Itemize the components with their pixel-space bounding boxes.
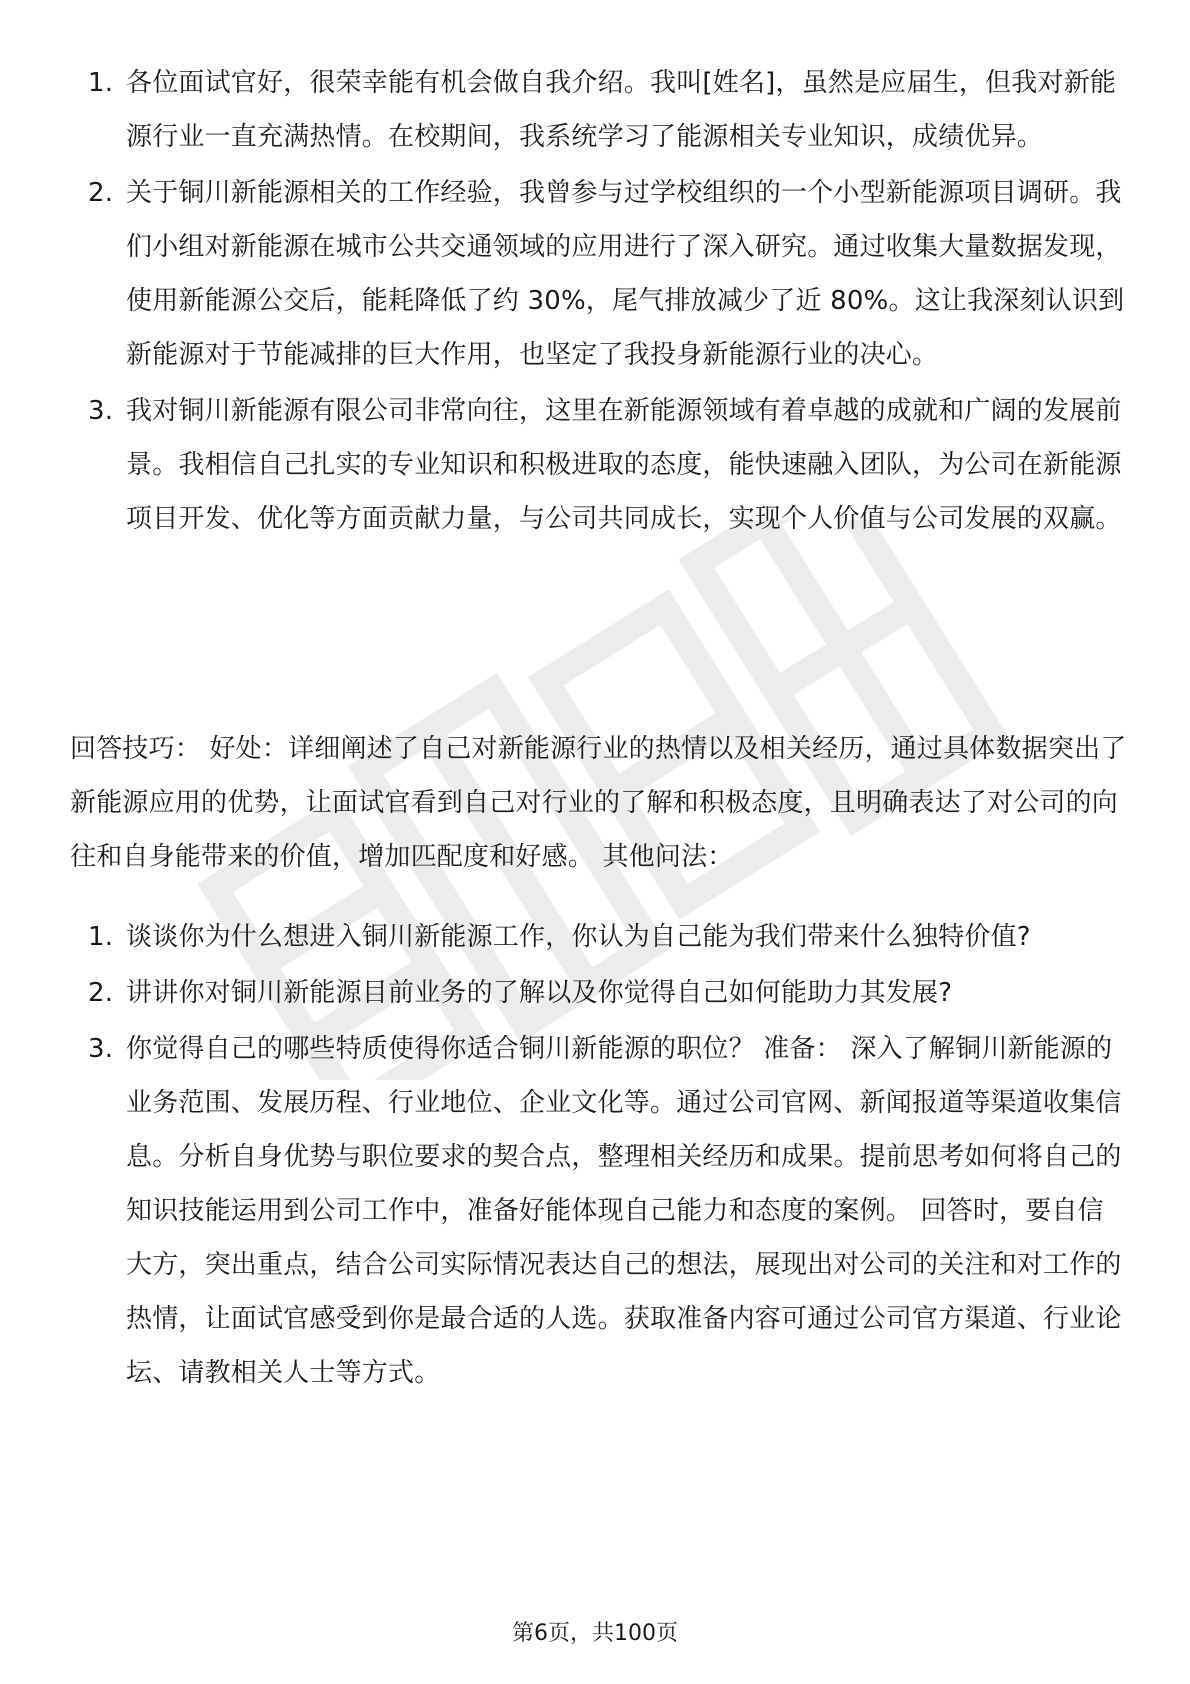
list-item-text: 你觉得自己的哪些特质使得你适合铜川新能源的职位？ 准备： 深入了解铜川新能源的业务范围、发展历程、行业地位、企业文化等。通过公司官网、新闻报道等渠道收集信息。分析自身优势与职位要求的契合点，整理相关经历和成果。提前思考如何将自己的知识技能运用到公司工作中，准备好能体现自己能力和态度的案例。 回答时，要自信大方，突出重点，结合公司实际情况表达自己的想法，展现出对公司的关注和对工作的热情，让面试官感受到你是最合适的人选。获取准备内容可通过公司官方渠道、行业论坛、请教相关人士等方式。 [126, 1034, 1122, 1388]
list-item-number: 3. [88, 1034, 114, 1064]
list-item-number: 1. [88, 68, 114, 98]
list-item [88, 56, 1128, 164]
other-questions-list [88, 910, 1128, 1402]
list-item-number: 2. [88, 978, 114, 1008]
list-item [88, 910, 1128, 964]
list-item-number: 2. [88, 178, 114, 208]
list-item [88, 1022, 1128, 1400]
page-number-footer: 第6页，共100页 [512, 1621, 678, 1646]
answer-list [88, 56, 1128, 548]
list-item-text: 我对铜川新能源有限公司非常向往，这里在新能源领域有着卓越的成就和广阔的发展前景。我相信自己扎实的专业知识和积极进取的态度，能快速融入团队，为公司在新能源项目开发、优化等方面贡献力量，与公司共同成长，实现个人价值与公司发展的双赢。 [126, 396, 1122, 534]
list-item-number: 1. [88, 922, 114, 952]
list-item-text: 各位面试官好，很荣幸能有机会做自我介绍。我叫[姓名]，虽然是应届生，但我对新能源行业一直充满热情。在校期间，我系统学习了能源相关专业知识，成绩优异。 [126, 68, 1117, 152]
list-item [88, 166, 1128, 382]
list-item-text: 讲讲你对铜川新能源目前业务的了解以及你觉得自己如何能助力其发展? [126, 978, 953, 1008]
list-item [88, 966, 1128, 1020]
answer-tips-paragraph: 回答技巧： 好处：详细阐述了自己对新能源行业的热情以及相关经历，通过具体数据突出了新能源应用的优势，让面试官看到自己对行业的了解和积极态度，且明确表达了对公司的向往和自身能带来的价值，增加匹配度和好感。 其他问法： [70, 734, 1127, 872]
list-item [88, 384, 1128, 546]
list-item-text: 关于铜川新能源相关的工作经验，我曾参与过学校组织的一个小型新能源项目调研。我们小组对新能源在城市公共交通领域的应用进行了深入研究。通过收集大量数据发现，使用新能源公交后，能耗降低了约 30%，尾气排放减少了近 80%。这让我深刻认识到新能源对于节能减排的巨大作用，也坚定了我投身新能源行业的决心。 [126, 178, 1125, 370]
list-item-number: 3. [88, 396, 114, 426]
list-item-text: 谈谈你为什么想进入铜川新能源工作，你认为自己能为我们带来什么独特价值? [126, 922, 1031, 952]
